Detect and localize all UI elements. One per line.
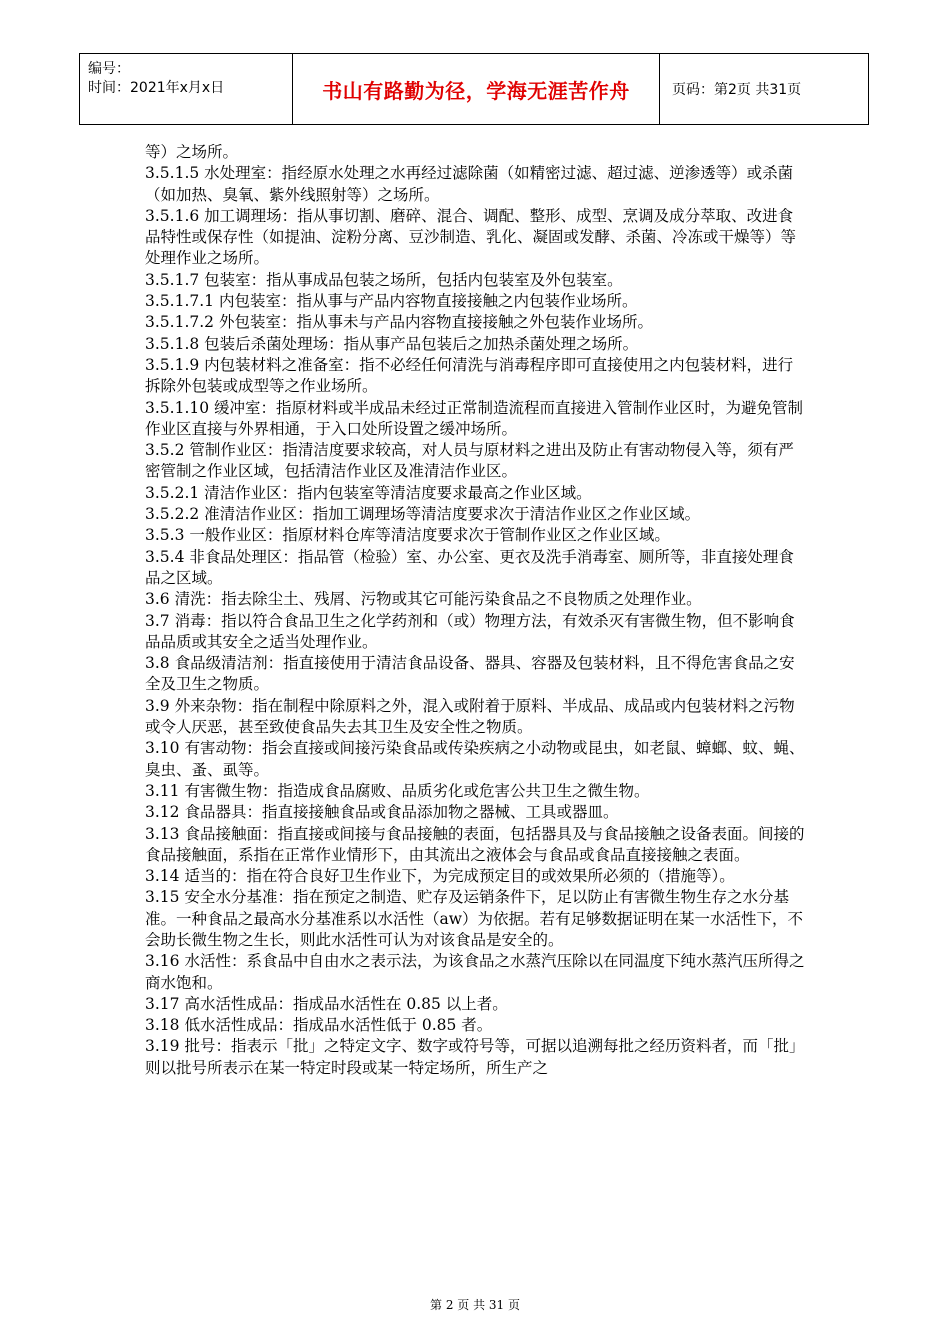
page-label: 页码：第2页 共31页 xyxy=(672,82,802,98)
motto-text: 书山有路勤为径，学海无涯苦作舟 xyxy=(322,78,630,103)
paragraph: 3.5.1.8 包装后杀菌处理场：指从事产品包装后之加热杀菌处理之场所。 xyxy=(145,334,639,353)
paragraph: 3.17 高水活性成品：指成品水活性在 0.85 以上者。 xyxy=(145,994,508,1013)
paragraph: 3.5.1.10 缓冲室：指原材料或半成品未经过正常制造流程而直接进入管制作业区时，为避免管制作业区直接与外界相通，于入口处所设置之缓冲场所。 xyxy=(145,398,804,438)
paragraph: 3.18 低水活性成品：指成品水活性低于 0.85 者。 xyxy=(145,1016,493,1035)
footer-page-number: 第 2 页 共 31 页 xyxy=(430,1298,520,1312)
paragraph: 3.5.3 一般作业区：指原材料仓库等清洁度要求次于管制作业区之作业区域。 xyxy=(145,526,670,545)
paragraph: 3.5.2.1 清洁作业区：指内包装室等清洁度要求最高之作业区域。 xyxy=(145,483,592,502)
paragraph: 3.15 安全水分基准：指在预定之制造、贮存及运销条件下，足以防止有害微生物生存之水分基准。一种食品之最高水分基准系以水活性（aw）为依据。若有足够数据证明在某一水活性下，不会助长微生物之生长，则此水活性可认为对该食品是安全的。 xyxy=(145,888,804,949)
document-body xyxy=(145,142,807,1079)
page-footer xyxy=(0,1296,950,1313)
paragraph: 3.12 食品器具：指直接接触食品或食品添加物之器械、工具或器皿。 xyxy=(145,803,619,822)
paragraph: 3.5.1.5 水处理室：指经原水处理之水再经过滤除菌（如精密过滤、超过滤、逆渗透等）或杀菌（如加热、臭氧、紫外线照射等）之场所。 xyxy=(145,164,794,204)
paragraph: 3.9 外来杂物：指在制程中除原料之外，混入或附着于原料、半成品、成品或内包装材料之污物或令人厌恶，甚至致使食品失去其卫生及安全性之物质。 xyxy=(145,696,795,737)
paragraph: 3.10 有害动物：指会直接或间接污染食品或传染疾病之小动物或昆虫，如老鼠、蟑螂、蚊、蝇、臭虫、蚤、虱等。 xyxy=(145,739,805,779)
paragraph: 3.19 批号：指表示「批」之特定文字、数字或符号等，可据以追溯每批之经历资料者，而「批」则以批号所表示在某一特定时段或某一特定场所，所生产之 xyxy=(145,1037,805,1077)
paragraph: 3.16 水活性：系食品中自由水之表示法，为该食品之水蒸汽压除以在同温度下纯水蒸汽压所得之商水饱和。 xyxy=(145,952,805,992)
paragraph: 3.5.1.9 内包装材料之准备室：指不必经任何清洗与消毒程序即可直接使用之内包装材料，进行拆除外包装或成型等之作业场所。 xyxy=(145,355,794,396)
paragraph: 3.5.1.7.2 外包装室：指从事未与产品内容物直接接触之外包装作业场所。 xyxy=(145,313,653,332)
motto-cell xyxy=(293,54,660,125)
paragraph: 3.7 消毒：指以符合食品卫生之化学药剂和（或）物理方法，有效杀灭有害微生物，但不影响食品品质或其安全之适当处理作业。 xyxy=(145,611,795,651)
time-label: 时间：2021年x月x日 xyxy=(88,80,225,96)
paragraph: 3.11 有害微生物：指造成食品腐败、品质劣化或危害公共卫生之微生物。 xyxy=(145,781,650,800)
paragraph: 3.5.1.7 包装室：指从事成品包装之场所，包括内包装室及外包装室。 xyxy=(145,270,623,289)
paragraph: 3.5.1.7.1 内包装室：指从事与产品内容物直接接触之内包装作业场所。 xyxy=(145,292,638,311)
paragraph: 3.13 食品接触面：指直接或间接与食品接触的表面，包括器具及与食品接触之设备表面。间接的食品接触面，系指在正常作业情形下，由其流出之液体会与食品或食品直接接触之表面。 xyxy=(145,824,805,864)
paragraph: 等）之场所。 xyxy=(145,143,239,161)
header-meta-cell xyxy=(80,54,293,125)
paragraph: 3.14 适当的：指在符合良好卫生作业下，为完成预定目的或效果所必须的（措施等）。 xyxy=(145,867,735,886)
paragraph: 3.5.4 非食品处理区：指品管（检验）室、办公室、更衣及洗手消毒室、厕所等，非直接处理食品之区域。 xyxy=(145,547,794,587)
paragraph: 3.8 食品级清洁剂：指直接使用于清洁食品设备、器具、容器及包装材料，且不得危害食品之安全及卫生之物质。 xyxy=(145,654,795,694)
paragraph: 3.5.2.2 准清洁作业区：指加工调理场等清洁度要求次于清洁作业区之作业区域。 xyxy=(145,505,701,524)
number-label: 编号： xyxy=(88,61,130,77)
header-table xyxy=(79,53,869,125)
paragraph: 3.5.2 管制作业区：指清洁度要求较高，对人员与原材料之进出及防止有害动物侵入等，须有严密管制之作业区域，包括清洁作业区及准清洁作业区。 xyxy=(145,441,794,481)
paragraph: 3.6 清洗：指去除尘土、残屑、污物或其它可能污染食品之不良物质之处理作业。 xyxy=(145,590,702,609)
paragraph: 3.5.1.6 加工调理场：指从事切割、磨碎、混合、调配、整形、成型、烹调及成分萃取、改进食品特性或保存性（如提油、淀粉分离、豆沙制造、乳化、凝固或发酵、杀菌、冷冻或干燥等）等处理作业之场所。 xyxy=(145,206,797,268)
page-label-cell xyxy=(660,54,869,125)
